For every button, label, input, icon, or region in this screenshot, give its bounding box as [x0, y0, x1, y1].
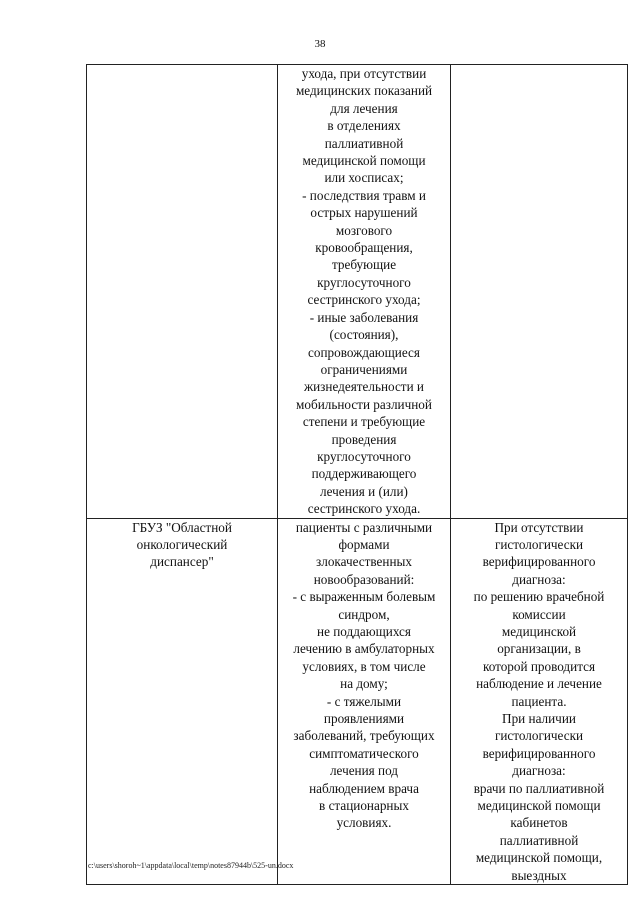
referral-cell	[451, 518, 628, 885]
cell-text-line: условиях, в том числе	[302, 658, 426, 674]
cell-text-line: круглосуточного	[317, 448, 411, 464]
cell-text-line: кабинетов	[510, 815, 568, 831]
cell-text-line: в стационарных	[319, 798, 409, 814]
cell-text-line: сестринского ухода;	[307, 292, 421, 308]
cell-text-line: - с тяжелыми	[326, 693, 402, 709]
table-row	[87, 518, 628, 885]
cell-text-line: проявлениями	[323, 711, 405, 727]
cell-text-line: формами	[338, 536, 390, 552]
cell-text-line: жизнедеятельности и	[304, 379, 424, 395]
cell-text-line: симптоматического	[309, 745, 419, 761]
cell-text-line: верифицированного	[482, 745, 596, 761]
cell-text-line: лечению в амбулаторных	[293, 641, 435, 657]
cell-text-line: медицинских показаний	[295, 83, 433, 99]
cell-text-line: заболеваний, требующих	[293, 728, 435, 744]
organization-cell	[87, 518, 278, 885]
cell-text-line: по решению врачебной	[473, 589, 605, 605]
cell-text-line: круглосуточного	[317, 274, 411, 290]
cell-text-line: в отделениях	[327, 118, 401, 134]
cell-text-line: диспансер"	[150, 554, 214, 570]
cell-text-line: ГБУЗ "Областной	[132, 519, 232, 535]
cell-text-line: выездных	[511, 867, 567, 883]
cell-text-line: кровообращения,	[315, 240, 413, 256]
cell-text-line: наблюдение и лечение	[476, 676, 602, 692]
cell-text-line: злокачественных	[316, 554, 412, 570]
cell-text-line: организации, в	[497, 641, 581, 657]
cell-text-line: гистологически	[494, 536, 584, 552]
cell-text-line: верифицированного	[482, 554, 596, 570]
cell-text-line: диагноза:	[512, 763, 566, 779]
cell-text-line: или хосписах;	[324, 170, 404, 186]
cell-text-line: комиссии	[512, 606, 566, 622]
cell-text-line: для лечения	[330, 100, 398, 116]
cell-text-line: медицинской помощи	[302, 153, 426, 169]
cell-text-line: гистологически	[494, 728, 584, 744]
cell-text-line: диагноза:	[512, 571, 566, 587]
cell-text-line: медицинской	[501, 624, 577, 639]
cell-text-line: лечения под	[329, 763, 399, 779]
page-number: 38	[314, 38, 326, 50]
cell-text-line: При наличии	[502, 711, 576, 727]
patient-criteria-cell	[278, 518, 451, 885]
cell-text-line: проведения	[331, 431, 397, 447]
cell-text-line: поддерживающего	[311, 466, 417, 482]
cell-text-line: паллиативной	[499, 832, 579, 848]
cell-text-line: сестринского ухода.	[307, 501, 421, 517]
cell-text-line: - иные заболевания	[309, 309, 419, 325]
cell-text-line: мобильности различной	[296, 396, 432, 412]
cell-text-line: новообразований:	[313, 571, 415, 587]
cell-text-line: не поддающихся	[317, 624, 411, 639]
cell-text-line: медицинской помощи	[477, 798, 601, 814]
cell-text-line: условиях.	[336, 815, 392, 831]
cell-text-line: медицинской помощи,	[475, 850, 603, 866]
cell-text-line: наблюдением врача	[309, 780, 419, 796]
cell-text-line: острых нарушений	[310, 205, 418, 221]
cell-text-line: ограничениями	[320, 361, 408, 377]
cell-text-line: которой проводится	[482, 658, 596, 674]
cell-text-line: - последствия травм и	[302, 187, 426, 203]
cell-text-line: ухода, при отсутствии	[301, 66, 427, 81]
table-row	[87, 65, 628, 519]
organization-cell	[87, 65, 278, 519]
document-table	[86, 64, 628, 885]
cell-text-line: - с выраженным болевым	[292, 589, 436, 605]
cell-text-line: мозгового	[335, 222, 393, 238]
cell-text-line: пациента.	[511, 693, 567, 709]
cell-text-line: паллиативной	[324, 135, 404, 151]
cell-text-line: на дому;	[340, 676, 388, 692]
cell-text-line: При отсутствии	[494, 519, 584, 535]
cell-text-line: сопровождающиеся	[308, 344, 420, 360]
cell-text-line: степени и требующие	[302, 414, 426, 430]
patient-criteria-cell	[278, 65, 451, 519]
cell-text-line: пациенты с различными	[295, 519, 433, 535]
cell-text-line: (состояния),	[329, 327, 399, 343]
cell-text-line: врачи по паллиативной	[473, 780, 605, 796]
cell-text-line: онкологический	[136, 536, 228, 552]
cell-text-line: требующие	[331, 257, 397, 273]
cell-text-line: синдром,	[338, 606, 390, 622]
referral-cell	[451, 65, 628, 519]
cell-text-line: лечения и (или)	[320, 483, 408, 499]
file-path-footer: c:\users\shoroh~1\appdata\local\temp\notes87944b\525-un.docx	[88, 861, 294, 870]
